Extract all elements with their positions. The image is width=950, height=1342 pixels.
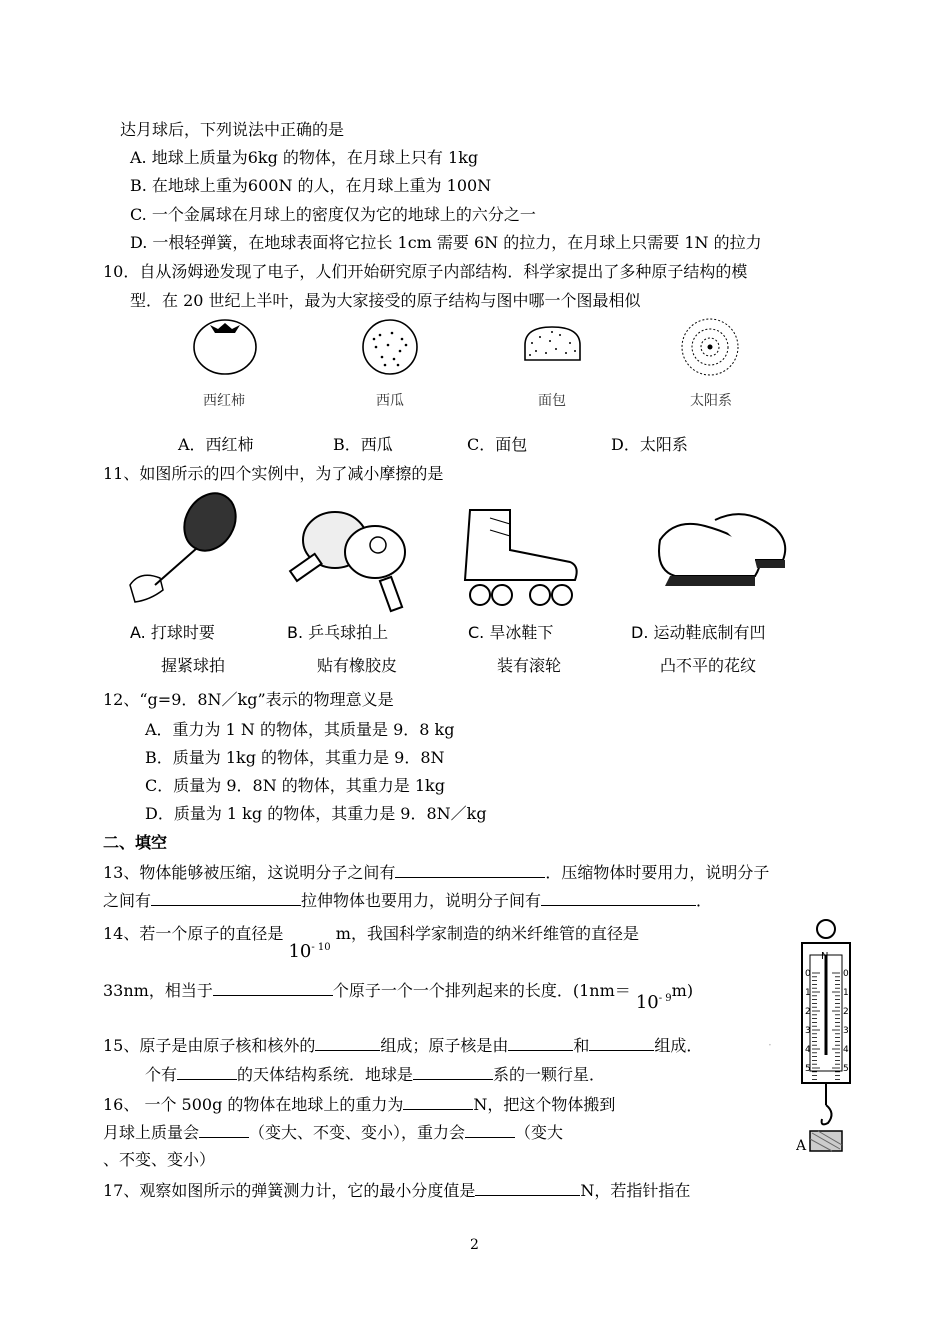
q16-blank-2[interactable]: [199, 1122, 249, 1138]
q15-blank-1[interactable]: [315, 1035, 380, 1051]
weight-label: A: [796, 1138, 807, 1154]
q11-caption-c1: C. 旱冰鞋下: [468, 623, 554, 642]
bread-icon: [525, 327, 580, 360]
q14-exponent-2: $10^{- 9}$: [635, 992, 672, 1013]
q10-option-c: C．面包: [467, 435, 528, 454]
q13-text-2: ．压缩物体时要用力，说明分子: [545, 863, 770, 882]
q16-text-4: （变大、不变、变小），重力会: [249, 1123, 466, 1142]
tick-label-left: 5: [805, 1064, 811, 1074]
q16-blank-3[interactable]: [465, 1122, 515, 1138]
tick-label-left: 0: [805, 969, 811, 979]
q14-text-5: m): [671, 981, 694, 1000]
q11-caption-b2: 贴有橡胶皮: [317, 656, 398, 675]
tick-label-right: 1: [843, 988, 849, 998]
q12-option-d: D．质量为 1 kg 的物体，其重力是 9．8N／kg: [145, 804, 487, 823]
q15-line2: [145, 1064, 605, 1085]
q10-line2: 型．在 20 世纪上半叶，最为大家接受的原子结构与图中哪一个图最相似: [130, 291, 641, 310]
pic-label-solar-system: 太阳系: [690, 393, 732, 409]
q15-line1: [103, 1035, 702, 1056]
q15-blank-4[interactable]: [177, 1064, 237, 1080]
q13-blank-2[interactable]: [151, 890, 301, 906]
q17-text-1: 17、观察如图所示的弹簧测力计，它的最小分度值是: [103, 1181, 476, 1200]
tick-label-left: 1: [805, 988, 811, 998]
q14-text-4: 个原子一个一个排列起来的长度．(1nm＝: [332, 981, 631, 1000]
q13-text-4: 拉伸物体也要用力，说明分子间有: [301, 891, 542, 910]
q10-option-d: D．太阳系: [611, 435, 688, 454]
q16-blank-1[interactable]: [403, 1094, 473, 1110]
tick-label-left: 2: [805, 1007, 811, 1017]
tick-label-right: 3: [843, 1026, 849, 1036]
q15-text-1: 15、原子是由原子核和核外的: [103, 1036, 316, 1055]
tick-label-right: 2: [843, 1007, 849, 1017]
q10-option-b: B．西瓜: [333, 435, 393, 454]
q14-exponent-1: $10^{- 10}$: [288, 941, 331, 962]
q11-stem: 11、如图所示的四个实例中，为了减小摩擦的是: [103, 464, 444, 483]
pic-label-tomato: 西红柿: [203, 393, 245, 409]
q14-text-1: 14、若一个原子的直径是: [103, 924, 284, 943]
roller-skate-icon: [465, 510, 577, 605]
q13-line1: [103, 862, 769, 883]
q15-text-3: 和: [573, 1036, 590, 1055]
q16-text-3: 月球上质量会: [103, 1123, 200, 1142]
q11-caption-b1: B. 乒乓球拍上: [287, 623, 389, 642]
solar-system-icon: [682, 319, 738, 375]
atom-model-figures: [180, 315, 780, 395]
margin-fragment: ·: [768, 1038, 772, 1052]
q14-blank-1[interactable]: [213, 980, 333, 996]
pic-label-bread: 面包: [538, 393, 566, 409]
q16-text-1: 16、 一个 500g 的物体在地球上的重力为: [103, 1095, 404, 1114]
q16-line1: [103, 1094, 615, 1115]
pic-label-watermelon: 西瓜: [376, 393, 404, 409]
q12-stem: 12、“g=9．8N／kg”表示的物理意义是: [103, 690, 394, 709]
q12-option-b: B．质量为 1kg 的物体，其重力是 9．8N: [145, 748, 445, 767]
q11-caption-a1: A. 打球时要: [130, 623, 215, 642]
q16-text-2: N，把这个物体搬到: [473, 1095, 616, 1114]
q16-line3: 、不变、变小）: [103, 1150, 216, 1169]
friction-figures: [115, 490, 815, 620]
q13-line2: [103, 890, 712, 911]
q14-line1: [103, 920, 639, 962]
tick-label-right: 0: [843, 969, 849, 979]
q15-text-5: 个有: [145, 1065, 178, 1084]
page-number: 2: [470, 1237, 479, 1253]
section-heading-fill-in: 二、填空: [103, 833, 168, 852]
q15-text-2: 组成；原子核是由: [380, 1036, 509, 1055]
q17-text-2: N，若指针指在: [580, 1181, 691, 1200]
scale-unit-label: N: [821, 951, 829, 962]
q9-stem: 达月球后，下列说法中正确的是: [120, 120, 345, 139]
q10-option-a: A．西红柿: [178, 435, 254, 454]
q15-text-7: 系的一颗行星．: [493, 1065, 606, 1084]
q13-text-5: ．: [696, 891, 713, 910]
q9-option-d: D. 一根轻弹簧，在地球表面将它拉长 1cm 需要 6N 的拉力，在月球上只需要 1N 的拉力: [130, 233, 762, 252]
q16-line2: [103, 1122, 563, 1143]
sneakers-icon: [659, 514, 785, 586]
q11-caption-a2: 握紧球拍: [161, 656, 226, 675]
q11-caption-c2: 装有滚轮: [497, 656, 562, 675]
badminton-racket-icon: [130, 490, 246, 602]
spring-scale-figure: [796, 915, 870, 1155]
q9-option-c: C. 一个金属球在月球上的密度仅为它的地球上的六分之一: [130, 205, 536, 224]
q13-blank-1[interactable]: [395, 862, 545, 878]
q11-caption-d1: D. 运动鞋底制有凹: [631, 623, 766, 642]
q17-line1: [103, 1180, 690, 1201]
q13-text-3: 之间有: [103, 891, 152, 910]
ping-pong-paddle-icon: [290, 512, 405, 611]
q15-text-4: 组成．: [654, 1036, 703, 1055]
q14-text-2: m，我国科学家制造的纳米纤维管的直径是: [335, 924, 639, 943]
tick-label-left: 3: [805, 1026, 811, 1036]
q15-blank-3[interactable]: [589, 1035, 654, 1051]
q15-blank-5[interactable]: [413, 1064, 493, 1080]
q17-blank-1[interactable]: [475, 1180, 580, 1196]
q15-text-6: 的天体结构系统．地球是: [237, 1065, 414, 1084]
tick-label-left: 4: [805, 1045, 811, 1055]
q12-option-c: C．质量为 9．8N 的物体，其重力是 1kg: [145, 776, 445, 795]
q16-text-5: （变大: [515, 1123, 564, 1142]
q10-line1: 10．自从汤姆逊发现了电子，人们开始研究原子内部结构．科学家提出了多种原子结构的模: [103, 262, 748, 281]
tomato-icon: [194, 320, 256, 374]
watermelon-icon: [363, 320, 417, 374]
q14-line2: [103, 977, 694, 1013]
q12-option-a: A．重力为 1 N 的物体，其质量是 9．8 kg: [145, 720, 455, 739]
q11-caption-d2: 凸不平的花纹: [660, 656, 757, 675]
q13-blank-3[interactable]: [541, 890, 696, 906]
tick-label-right: 5: [843, 1064, 849, 1074]
q13-text-1: 13、物体能够被压缩，这说明分子之间有: [103, 863, 396, 882]
tick-label-right: 4: [843, 1045, 849, 1055]
q14-text-3: 33nm，相当于: [103, 981, 213, 1000]
q9-option-a: A. 地球上质量为6kg 的物体，在月球上只有 1kg: [130, 148, 479, 167]
q9-option-b: B. 在地球上重为600N 的人，在月球上重为 100N: [130, 176, 492, 195]
q15-blank-2[interactable]: [508, 1035, 573, 1051]
